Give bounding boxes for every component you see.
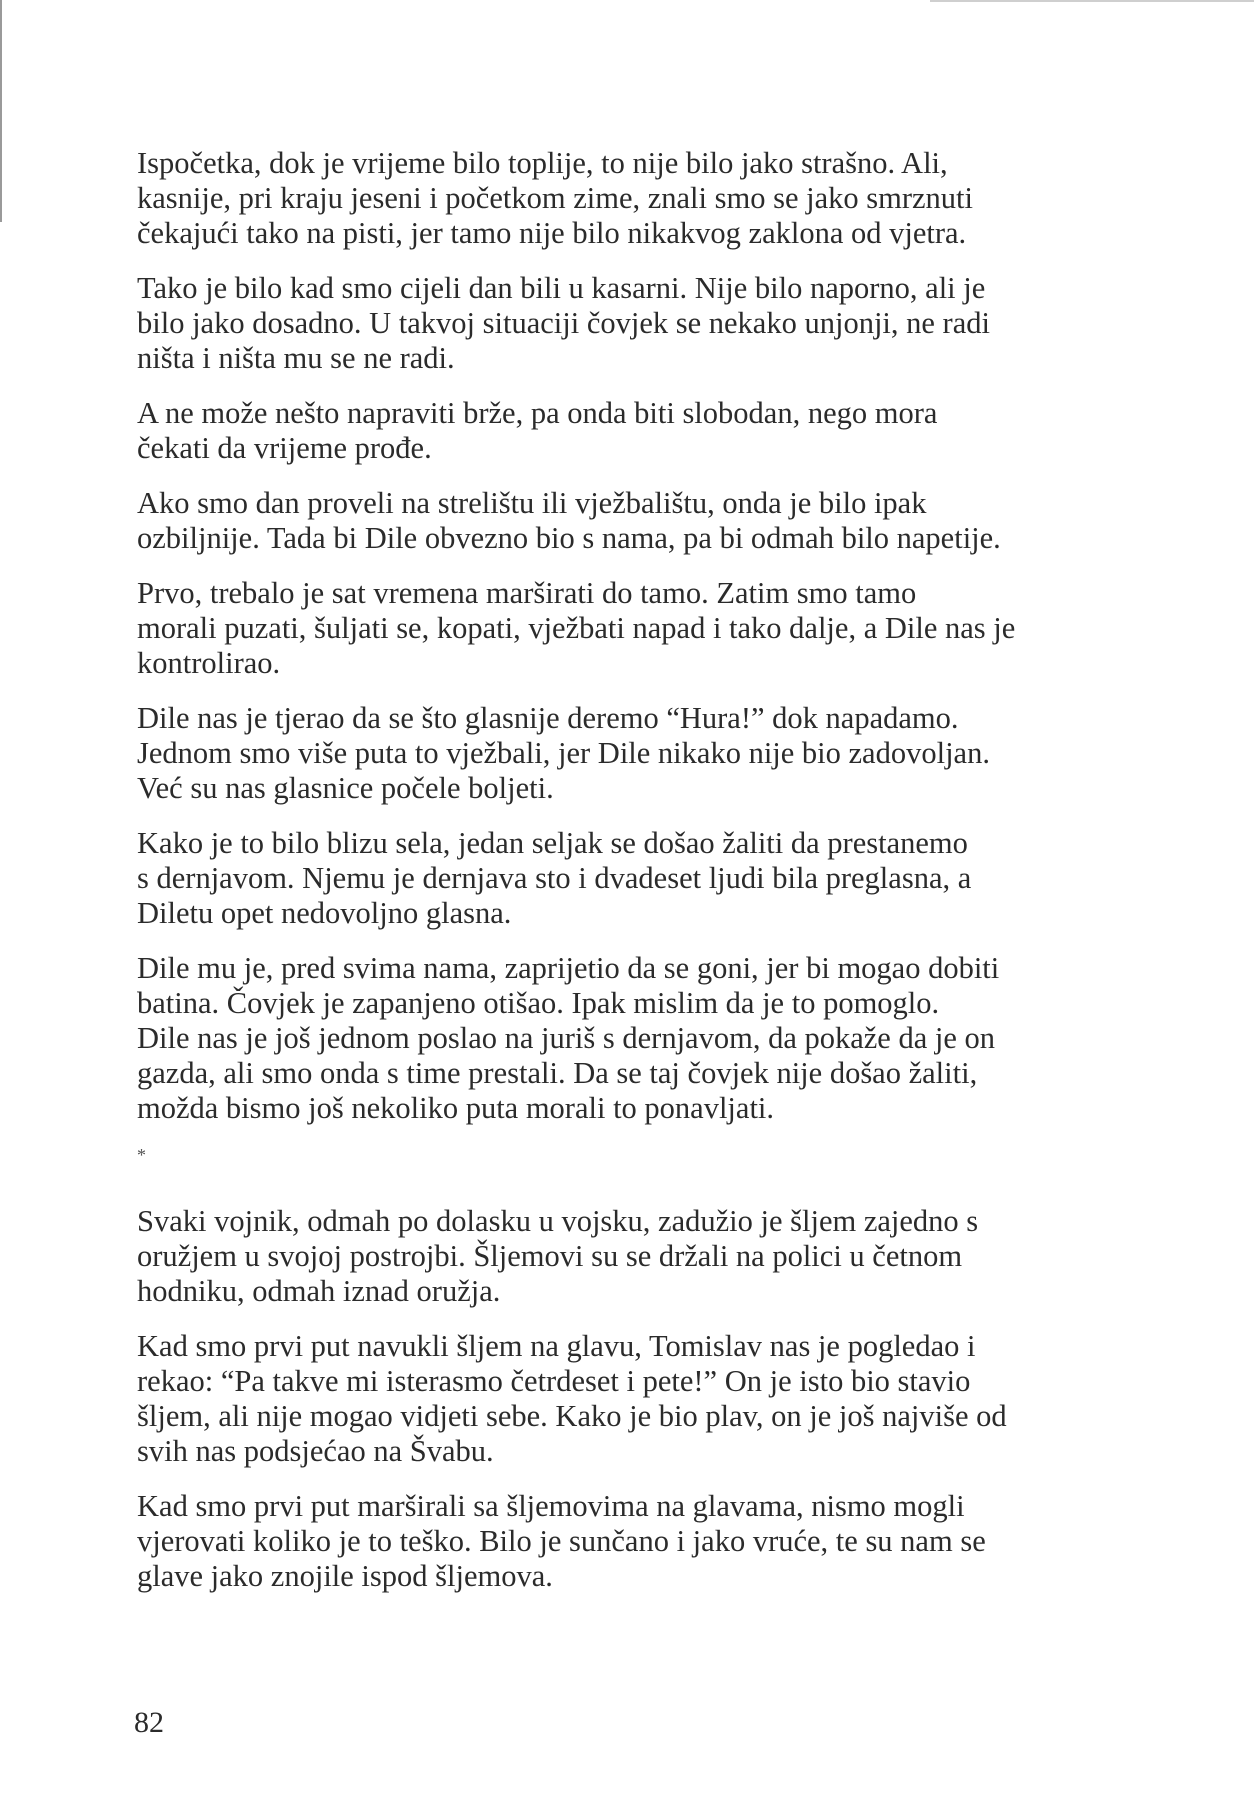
paragraph: Dile nas je tjerao da se što glasnije deremo “Hura!” dok napadamo. Jednom smo više puta to vježbali, jer Dile nikako nije bio zadovoljan. Već su nas glasnice počele boljeti. xyxy=(137,701,990,805)
scan-edge-top xyxy=(930,0,1254,2)
paragraph: A ne može nešto napraviti brže, pa onda biti slobodan, nego mora čekati da vrijeme prođe. xyxy=(137,396,938,465)
paragraph: Dile mu je, pred svima nama, zaprijetio da se goni, jer bi mogao dobiti batina. Čovjek je zapanjeno otišao. Ipak mislim da je to pomoglo. Dile nas je još jednom poslao na juriš s dernjavom, da pokaže da je on gazda, ali smo onda s time prestali. Da se taj čovjek nije došao žaliti, možda bismo još nekoliko puta morali to ponavljati. xyxy=(137,951,1000,1125)
page-number: 82 xyxy=(134,1706,164,1739)
paragraph: Ispočetka, dok je vrijeme bilo toplije, to nije bilo jako strašno. Ali, kasnije, pri kraju jeseni i početkom zime, znali smo se jako smrznuti čekajući tako na pisti, jer tamo nije bilo nikakvog zaklona od vjetra. xyxy=(137,146,973,250)
scan-edge-left xyxy=(0,0,2,222)
page-body xyxy=(137,146,1137,1614)
section-separator: * xyxy=(137,1145,146,1165)
paragraph: Kako je to bilo blizu sela, jedan seljak se došao žaliti da prestanemo s dernjavom. Njemu je dernjava sto i dvadeset ljudi bila preglasna, a Diletu opet nedovoljno glasna. xyxy=(137,826,972,930)
paragraph: Kad smo prvi put marširali sa šljemovima na glavama, nismo mogli vjerovati koliko je to teško. Bilo je sunčano i jako vruće, te su nam se glave jako znojile ispod šljemova. xyxy=(137,1489,986,1593)
paragraph: Prvo, trebalo je sat vremena marširati do tamo. Zatim smo tamo morali puzati, šuljati se, kopati, vježbati napad i tako dalje, a Dile nas je kontrolirao. xyxy=(137,576,1016,680)
paragraph: Ako smo dan proveli na strelištu ili vježbalištu, onda je bilo ipak ozbiljnije. Tada bi Dile obvezno bio s nama, pa bi odmah bilo napetije. xyxy=(137,486,1001,555)
paragraph: Svaki vojnik, odmah po dolasku u vojsku, zadužio je šljem zajedno s oružjem u svojoj postrojbi. Šljemovi su se držali na polici u četnom hodniku, odmah iznad oružja. xyxy=(137,1204,979,1308)
paragraph: Kad smo prvi put navukli šljem na glavu, Tomislav nas je pogledao i rekao: “Pa takve mi isterasmo četrdeset i pete!” On je isto bio stavio šljem, ali nije mogao vidjeti sebe. Kako je bio plav, on je još najviše od svih nas podsjećao na Švabu. xyxy=(137,1329,1007,1468)
paragraph: Tako je bilo kad smo cijeli dan bili u kasarni. Nije bilo naporno, ali je bilo jako dosadno. U takvoj situaciji čovjek se nekako unjonji, ne radi ništa i ništa mu se ne radi. xyxy=(137,271,990,375)
